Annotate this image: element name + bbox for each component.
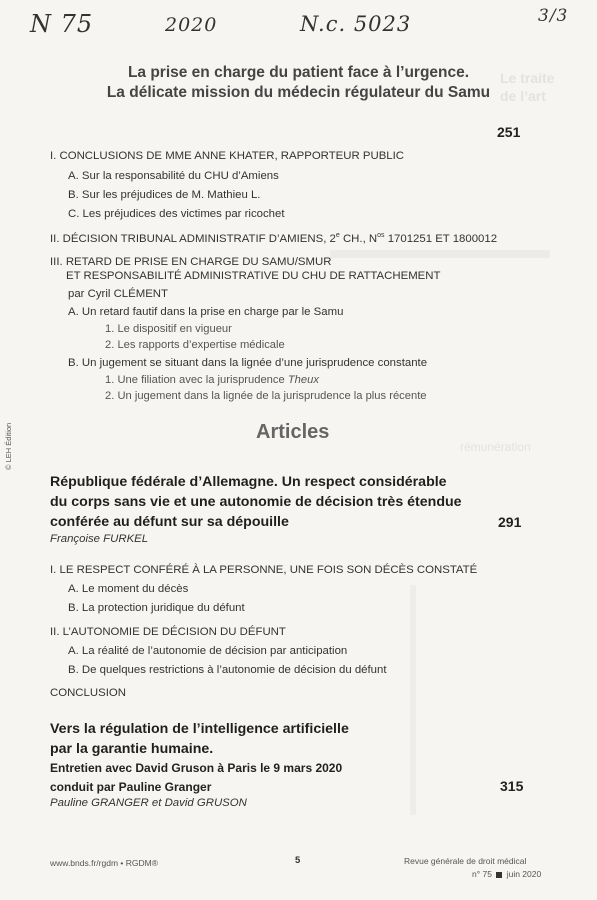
article-1-author: Françoise FURKEL [50, 533, 149, 545]
article-1-section-1a: A. Le moment du décès [68, 583, 189, 595]
article-1-section-2a: A. La réalité de l’autonomie de décision par anticipation [68, 645, 348, 657]
article-1-section-1: I. LE RESPECT CONFÉRÉ À LA PERSONNE, UNE FOIS SON DÉCÈS CONSTATÉ [50, 564, 478, 576]
article-2-authors: Pauline GRANGER et David GRUSON [50, 797, 247, 809]
article-1-section-1b: B. La protection juridique du défunt [68, 602, 245, 614]
article-1-section-2b: B. De quelques restrictions à l’autonomie de décision du défunt [68, 664, 387, 676]
header-title-line-1: La prise en charge du patient face à l’urgence. [127, 64, 470, 81]
footer-journal-name: Revue générale de droit médical [404, 856, 527, 866]
article-2-subtitle: Entretien avec David Gruson à Paris le 9 mars 2020 [50, 761, 343, 775]
toc-section-1a: A. Sur la responsabilité du CHU d’Amiens [68, 170, 279, 182]
side-credit: © LEH Édition [4, 422, 13, 470]
toc-section-1c: C. Les préjudices des victimes par ricochet [68, 208, 285, 220]
toc-section-3b-1-case: Theux [287, 374, 319, 386]
article-1-section-2: II. L’AUTONOMIE DE DÉCISION DU DÉFUNT [50, 626, 286, 638]
toc-section-3a-2: 2. Les rapports d’expertise médicale [105, 339, 285, 351]
toc-section-3-line-2: ET RESPONSABILITÉ ADMINISTRATIVE DU CHU DE RATTACHEMENT [66, 270, 441, 282]
handwritten-corner: 3/3 [538, 6, 569, 26]
footer-issue-number: n° 75 [472, 869, 492, 879]
toc-section-3-author: par Cyril CLÉMENT [68, 288, 168, 300]
square-bullet-icon [496, 872, 502, 878]
article-2-interviewer: conduit par Pauline Granger [50, 780, 212, 794]
article-1-title-line-2: du corps sans vie et une autonomie de décision très étendue [50, 494, 462, 510]
handwritten-number: N 75 [30, 10, 94, 38]
articles-heading: Articles [256, 421, 330, 443]
handwritten-year: 2020 [165, 14, 218, 36]
article-2-title-line-1: Vers la régulation de l’intelligence artificielle [50, 721, 349, 737]
footer-issue-date: juin 2020 [506, 869, 542, 879]
footer-issue [472, 869, 541, 879]
article-1-title-line-1: République fédérale d’Allemagne. Un respect considérable [50, 474, 447, 490]
footer-website: www.bnds.fr/rgdm • RGDM® [50, 858, 158, 868]
article-1-title-line-3: conférée au défunt sur sa dépouille [50, 514, 289, 530]
header-title-line-2: La délicate mission du médecin régulateur du Samu [106, 84, 491, 101]
footer-page-number: 5 [295, 855, 301, 866]
toc-section-1b: B. Sur les préjudices de M. Mathieu L. [68, 189, 261, 201]
toc-section-3a: A. Un retard fautif dans la prise en charge par le Samu [68, 306, 344, 318]
toc-section-3b: B. Un jugement se situant dans la lignée d’une jurisprudence constante [68, 357, 428, 369]
toc-section-2 [50, 232, 497, 245]
article-1-conclusion: CONCLUSION [50, 687, 126, 699]
toc-section-3a-1: 1. Le dispositif en vigueur [105, 323, 232, 335]
toc-section-1: I. CONCLUSIONS DE MME ANNE KHATER, RAPPORTEUR PUBLIC [50, 150, 405, 162]
bleed-through: Le traite de l’art rémunération [0, 0, 597, 900]
article-1-page-number: 291 [498, 514, 522, 530]
toc-section-2-text: II. DÉCISION TRIBUNAL ADMINISTRATIF D’AMIENS, 2e CH., $N^{os}$ 1701251 ET 1800012 [50, 232, 498, 245]
toc-section-3b-2: 2. Un jugement dans la lignée de la jurisprudence la plus récente [105, 390, 427, 402]
article-2-title-line-2: par la garantie humaine. [50, 741, 214, 757]
header-page-number: 251 [497, 124, 521, 140]
toc-section-3b-1-text: 1. Une filiation avec la jurisprudence [105, 374, 288, 386]
handwritten-reference: N.c. 5023 [300, 12, 412, 36]
toc-section-3b-1 [105, 374, 319, 386]
article-2-page-number: 315 [500, 778, 524, 794]
toc-section-3-line-1: III. RETARD DE PRISE EN CHARGE DU SAMU/SMUR [50, 256, 332, 268]
